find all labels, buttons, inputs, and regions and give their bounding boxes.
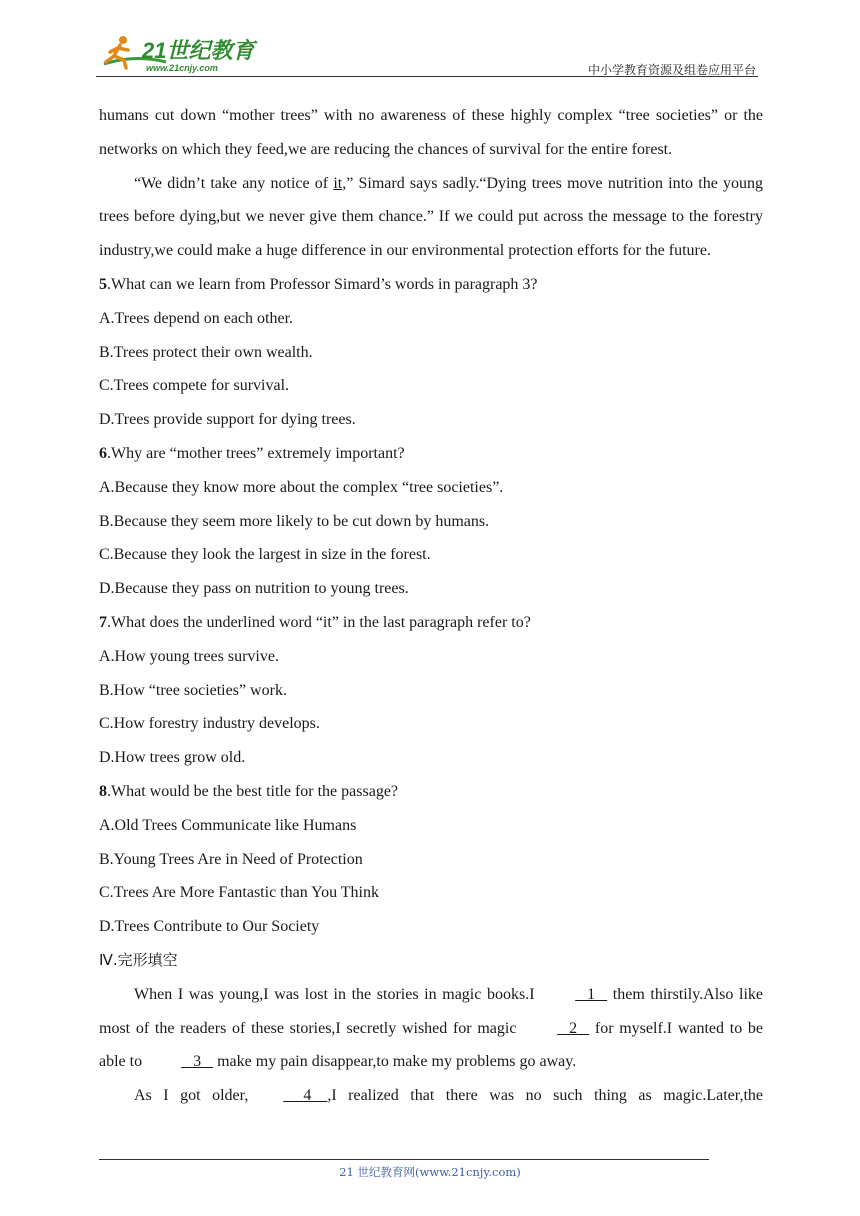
- question-stem: [99, 775, 763, 809]
- question-text: .Why are “mother trees” extremely important?: [107, 444, 405, 462]
- question-8: [99, 775, 763, 944]
- question-stem: [99, 606, 763, 640]
- option-b: B.Because they seem more likely to be cut down by humans.: [99, 512, 490, 530]
- header-tagline: 中小学教育资源及组卷应用平台: [587, 63, 756, 77]
- cloze-paragraph: [99, 978, 763, 1079]
- cloze-text: them thirstily.Also like most of the readers of these stories,I secretly wished for magic: [99, 985, 763, 1037]
- question-number: 7: [99, 613, 107, 631]
- option-b: B.Young Trees Are in Need of Protection: [99, 850, 363, 868]
- cloze-blank: 4: [283, 1087, 328, 1105]
- passage-text: ,” Simard says sadly.“Dying trees move nutrition into the young trees before dying,but we never give them chance.” If we could put across the message to the forestry industry,we could make a huge difference in our environmental protection efforts for the future.: [99, 174, 763, 260]
- option-c: C.How forestry industry develops.: [99, 715, 320, 733]
- option-d: D.Trees provide support for dying trees.: [99, 411, 356, 429]
- question-7: [99, 606, 763, 775]
- document-body: [99, 99, 763, 1113]
- question-5: [99, 268, 763, 437]
- question-number: 5: [99, 275, 107, 293]
- option-a: A.Trees depend on each other.: [99, 309, 294, 327]
- passage-paragraph: humans cut down “mother trees” with no awareness of these highly complex “tree societies” or the networks on which they feed,we are reducing the chances of survival for the entire forest.: [99, 107, 763, 158]
- cloze-text: ,I realized that there was no such thing as magic.Later,the: [327, 1087, 763, 1105]
- option-a: A.How young trees survive.: [99, 647, 279, 665]
- cloze-text: make my pain disappear,to make my problems go away.: [213, 1053, 577, 1071]
- cloze-blank: 3: [181, 1053, 214, 1071]
- option-a: A.Because they know more about the complex “tree societies”.: [99, 478, 504, 496]
- logo-text: 21世纪教育: [142, 38, 255, 63]
- question-text: .What does the underlined word “it” in the last paragraph refer to?: [107, 613, 531, 631]
- question-6: [99, 437, 763, 606]
- page-header: [0, 0, 860, 80]
- underlined-word: it: [333, 174, 343, 192]
- question-number: 8: [99, 782, 107, 800]
- option-b: B.Trees protect their own wealth.: [99, 343, 313, 361]
- logo-url: www.21cnjy.com: [146, 63, 218, 73]
- cloze-text: When I was young,I was lost in the stories in magic books.I: [134, 985, 541, 1003]
- site-logo: [96, 34, 266, 76]
- option-d: D.Because they pass on nutrition to young trees.: [99, 580, 409, 598]
- passage-paragraph: [99, 167, 763, 268]
- question-stem: [99, 437, 763, 471]
- option-d: D.Trees Contribute to Our Society: [99, 918, 320, 936]
- question-text: .What can we learn from Professor Simard’s words in paragraph 3?: [107, 275, 538, 293]
- passage-text: “We didn’t take any notice of: [134, 174, 334, 192]
- cloze-paragraph: [99, 1079, 763, 1113]
- question-number: 6: [99, 444, 107, 462]
- option-a: A.Old Trees Communicate like Humans: [99, 816, 357, 834]
- header-divider: [96, 76, 758, 77]
- option-c: C.Trees compete for survival.: [99, 377, 290, 395]
- option-d: D.How trees grow old.: [99, 749, 246, 767]
- question-stem: [99, 268, 763, 302]
- option-c: C.Trees Are More Fantastic than You Think: [99, 884, 379, 902]
- cloze-blank: 2: [557, 1019, 590, 1037]
- section-heading: Ⅳ.完形填空: [99, 950, 178, 969]
- option-c: C.Because they look the largest in size in the forest.: [99, 546, 431, 564]
- question-text: .What would be the best title for the passage?: [107, 782, 399, 800]
- runner-logo-icon: [96, 34, 266, 76]
- cloze-blank: 1: [575, 985, 608, 1003]
- page-footer: 21 世纪教育网(www.21cnjy.com): [339, 1165, 521, 1179]
- cloze-text: for myself.I wanted to be able to: [99, 1019, 764, 1071]
- cloze-text: As I got older,: [134, 1087, 249, 1105]
- footer-divider: [99, 1159, 709, 1160]
- option-b: B.How “tree societies” work.: [99, 681, 287, 699]
